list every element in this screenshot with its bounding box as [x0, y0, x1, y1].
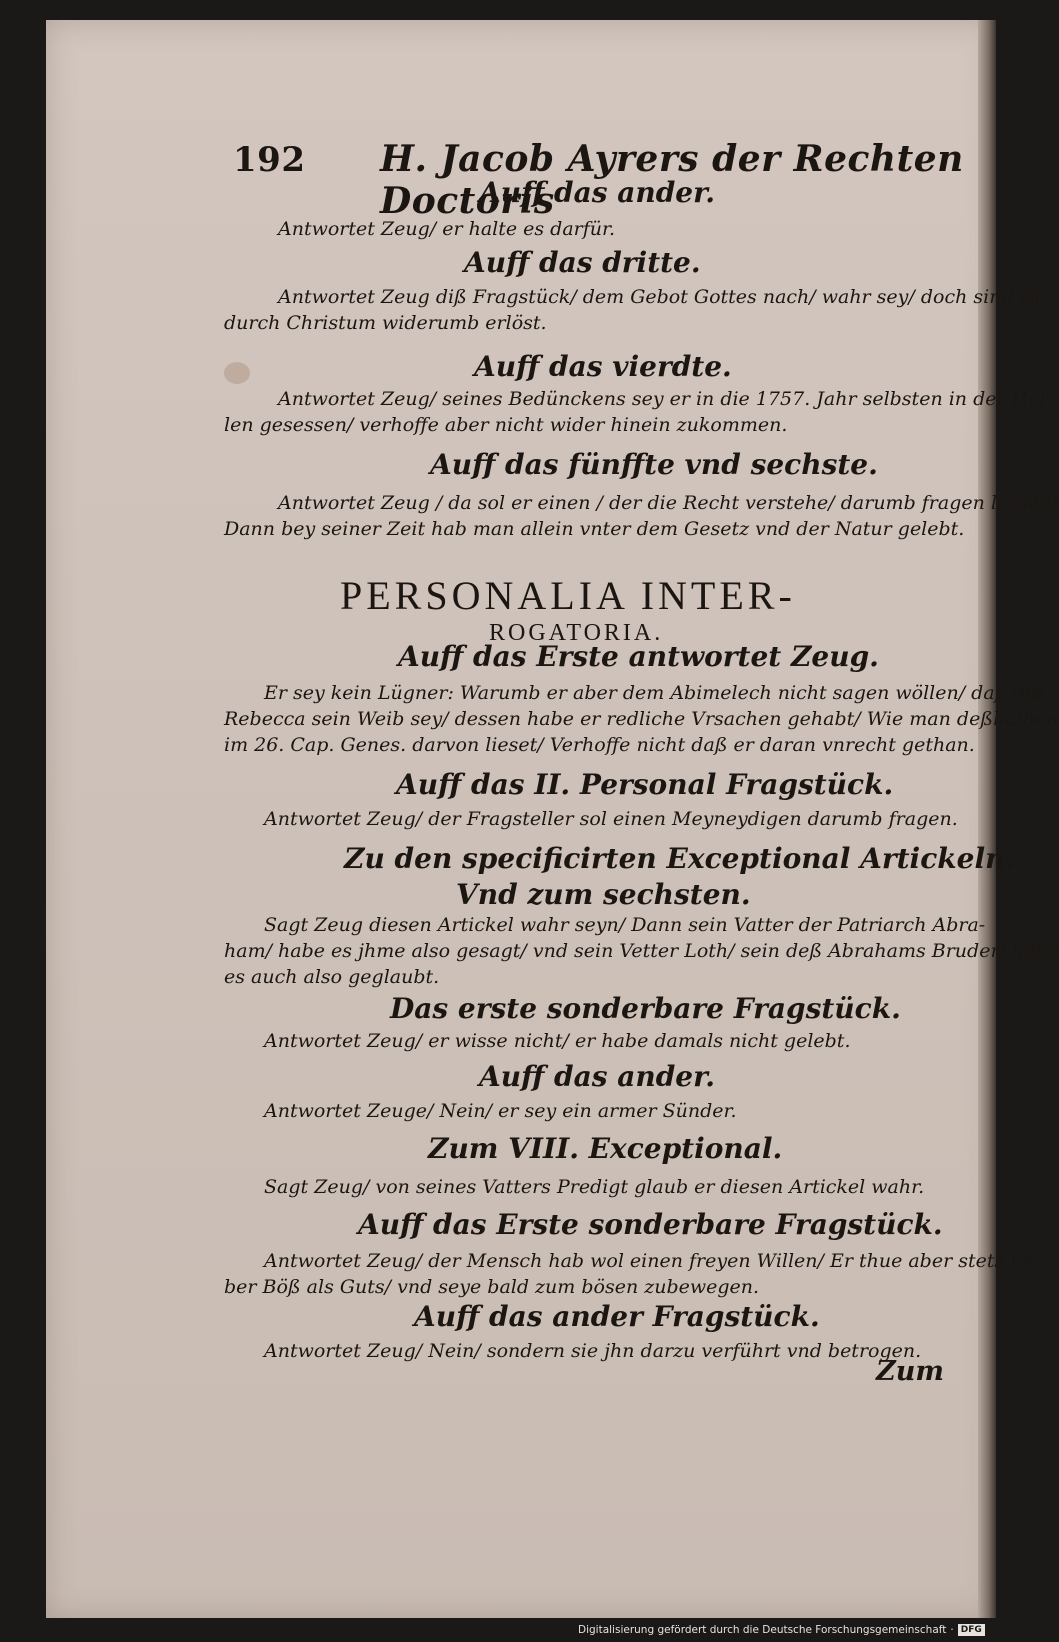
section-heading: Zum VIII. Exceptional. — [428, 1132, 783, 1165]
paragraph-line: Antwortet Zeug/ seines Bedünckens sey er in die 1757. Jahr selbsten in der Hel- — [278, 388, 1052, 410]
paragraph-line: Antwortet Zeug/ er halte es darfür. — [278, 218, 616, 240]
paragraph-line: Antwortet Zeug/ er wisse nicht/ er habe damals nicht gelebt. — [264, 1030, 851, 1052]
section-heading: Auff das vierdte. — [474, 350, 732, 383]
paragraph-line: len gesessen/ verhoffe aber nicht wider hinein zukommen. — [224, 414, 788, 436]
section-heading: Zu den specificirten Exceptional Artickeln. — [344, 842, 1016, 875]
section-heading: Auff das ander. — [479, 176, 716, 209]
major-heading-continuation: ROGATORIA. — [489, 620, 664, 646]
section-heading: Auff das ander. — [479, 1060, 716, 1093]
section-heading: Auff das dritte. — [464, 246, 701, 279]
major-heading: PERSONALIA INTER- — [340, 573, 796, 618]
section-heading: Auff das fünffte vnd sechste. — [430, 448, 878, 481]
section-heading: Auff das ander Fragstück. — [414, 1300, 820, 1333]
paragraph-line: Sagt Zeug diesen Artickel wahr seyn/ Dann sein Vatter der Patriarch Abra- — [264, 914, 986, 936]
paragraph-line: ham/ habe es jhme also gesagt/ vnd sein Vetter Loth/ sein deß Abrahams Bruder/ habe — [224, 940, 1059, 962]
paragraph-line: Antwortet Zeug/ der Mensch hab wol einen freyen Willen/ Er thue aber stets lie- — [264, 1250, 1041, 1272]
paragraph-line: Antwortet Zeug / da sol er einen / der die Recht verstehe/ darumb fragen lassen/ — [278, 492, 1058, 514]
section-heading: Das erste sonderbare Fragstück. — [390, 992, 901, 1025]
paragraph-line: Dann bey seiner Zeit hab man allein vnter dem Gesetz vnd der Natur gelebt. — [224, 518, 965, 540]
paragraph-line: durch Christum widerumb erlöst. — [224, 312, 547, 334]
catchword: Zum — [876, 1356, 944, 1387]
paragraph-line: im 26. Cap. Genes. darvon lieset/ Verhoffe nicht daß er daran vnrecht gethan. — [224, 734, 975, 756]
paragraph-line: Sagt Zeug/ von seines Vatters Predigt glaub er diesen Artickel wahr. — [264, 1176, 925, 1198]
page-number: 192 — [233, 140, 306, 180]
paragraph-line: Antwortet Zeug/ Nein/ sondern sie jhn darzu verführt vnd betrogen. — [264, 1340, 922, 1362]
paragraph-line: Antwortet Zeug diß Fragstück/ dem Gebot Gottes nach/ wahr sey/ doch sind sie — [278, 286, 1047, 308]
paragraph-line: Antwortet Zeug/ der Fragsteller sol einen Meyneydigen darumb fragen. — [264, 808, 958, 830]
footer-text: Digitalisierung gefördert durch die Deutsche Forschungsgemeinschaft — [578, 1624, 947, 1636]
book-page — [46, 20, 1059, 1618]
separator-dot: · — [950, 1624, 954, 1636]
dfg-logo: DFG — [958, 1624, 985, 1636]
running-title: H. Jacob Ayrers der Rechten Doctoris — [380, 138, 964, 222]
section-subheading: Vnd zum sechsten. — [456, 878, 751, 911]
paragraph-line: es auch also geglaubt. — [224, 966, 440, 988]
section-heading: Auff das Erste antwortet Zeug. — [398, 640, 879, 673]
paragraph-line: ber Böß als Guts/ vnd seye bald zum bösen zubewegen. — [224, 1276, 760, 1298]
page-content — [46, 20, 1059, 1618]
section-heading: Auff das Erste sonderbare Fragstück. — [358, 1208, 943, 1241]
paragraph-line: Er sey kein Lügner: Warumb er aber dem Abimelech nicht sagen wöllen/ daß die — [264, 682, 1043, 704]
section-heading: Auff das II. Personal Fragstück. — [396, 768, 894, 801]
digitization-footer — [578, 1619, 985, 1641]
paragraph-line: Rebecca sein Weib sey/ dessen habe er redliche Vrsachen gehabt/ Wie man deßhalben — [224, 708, 1059, 730]
paragraph-line: Antwortet Zeuge/ Nein/ er sey ein armer Sünder. — [264, 1100, 737, 1122]
